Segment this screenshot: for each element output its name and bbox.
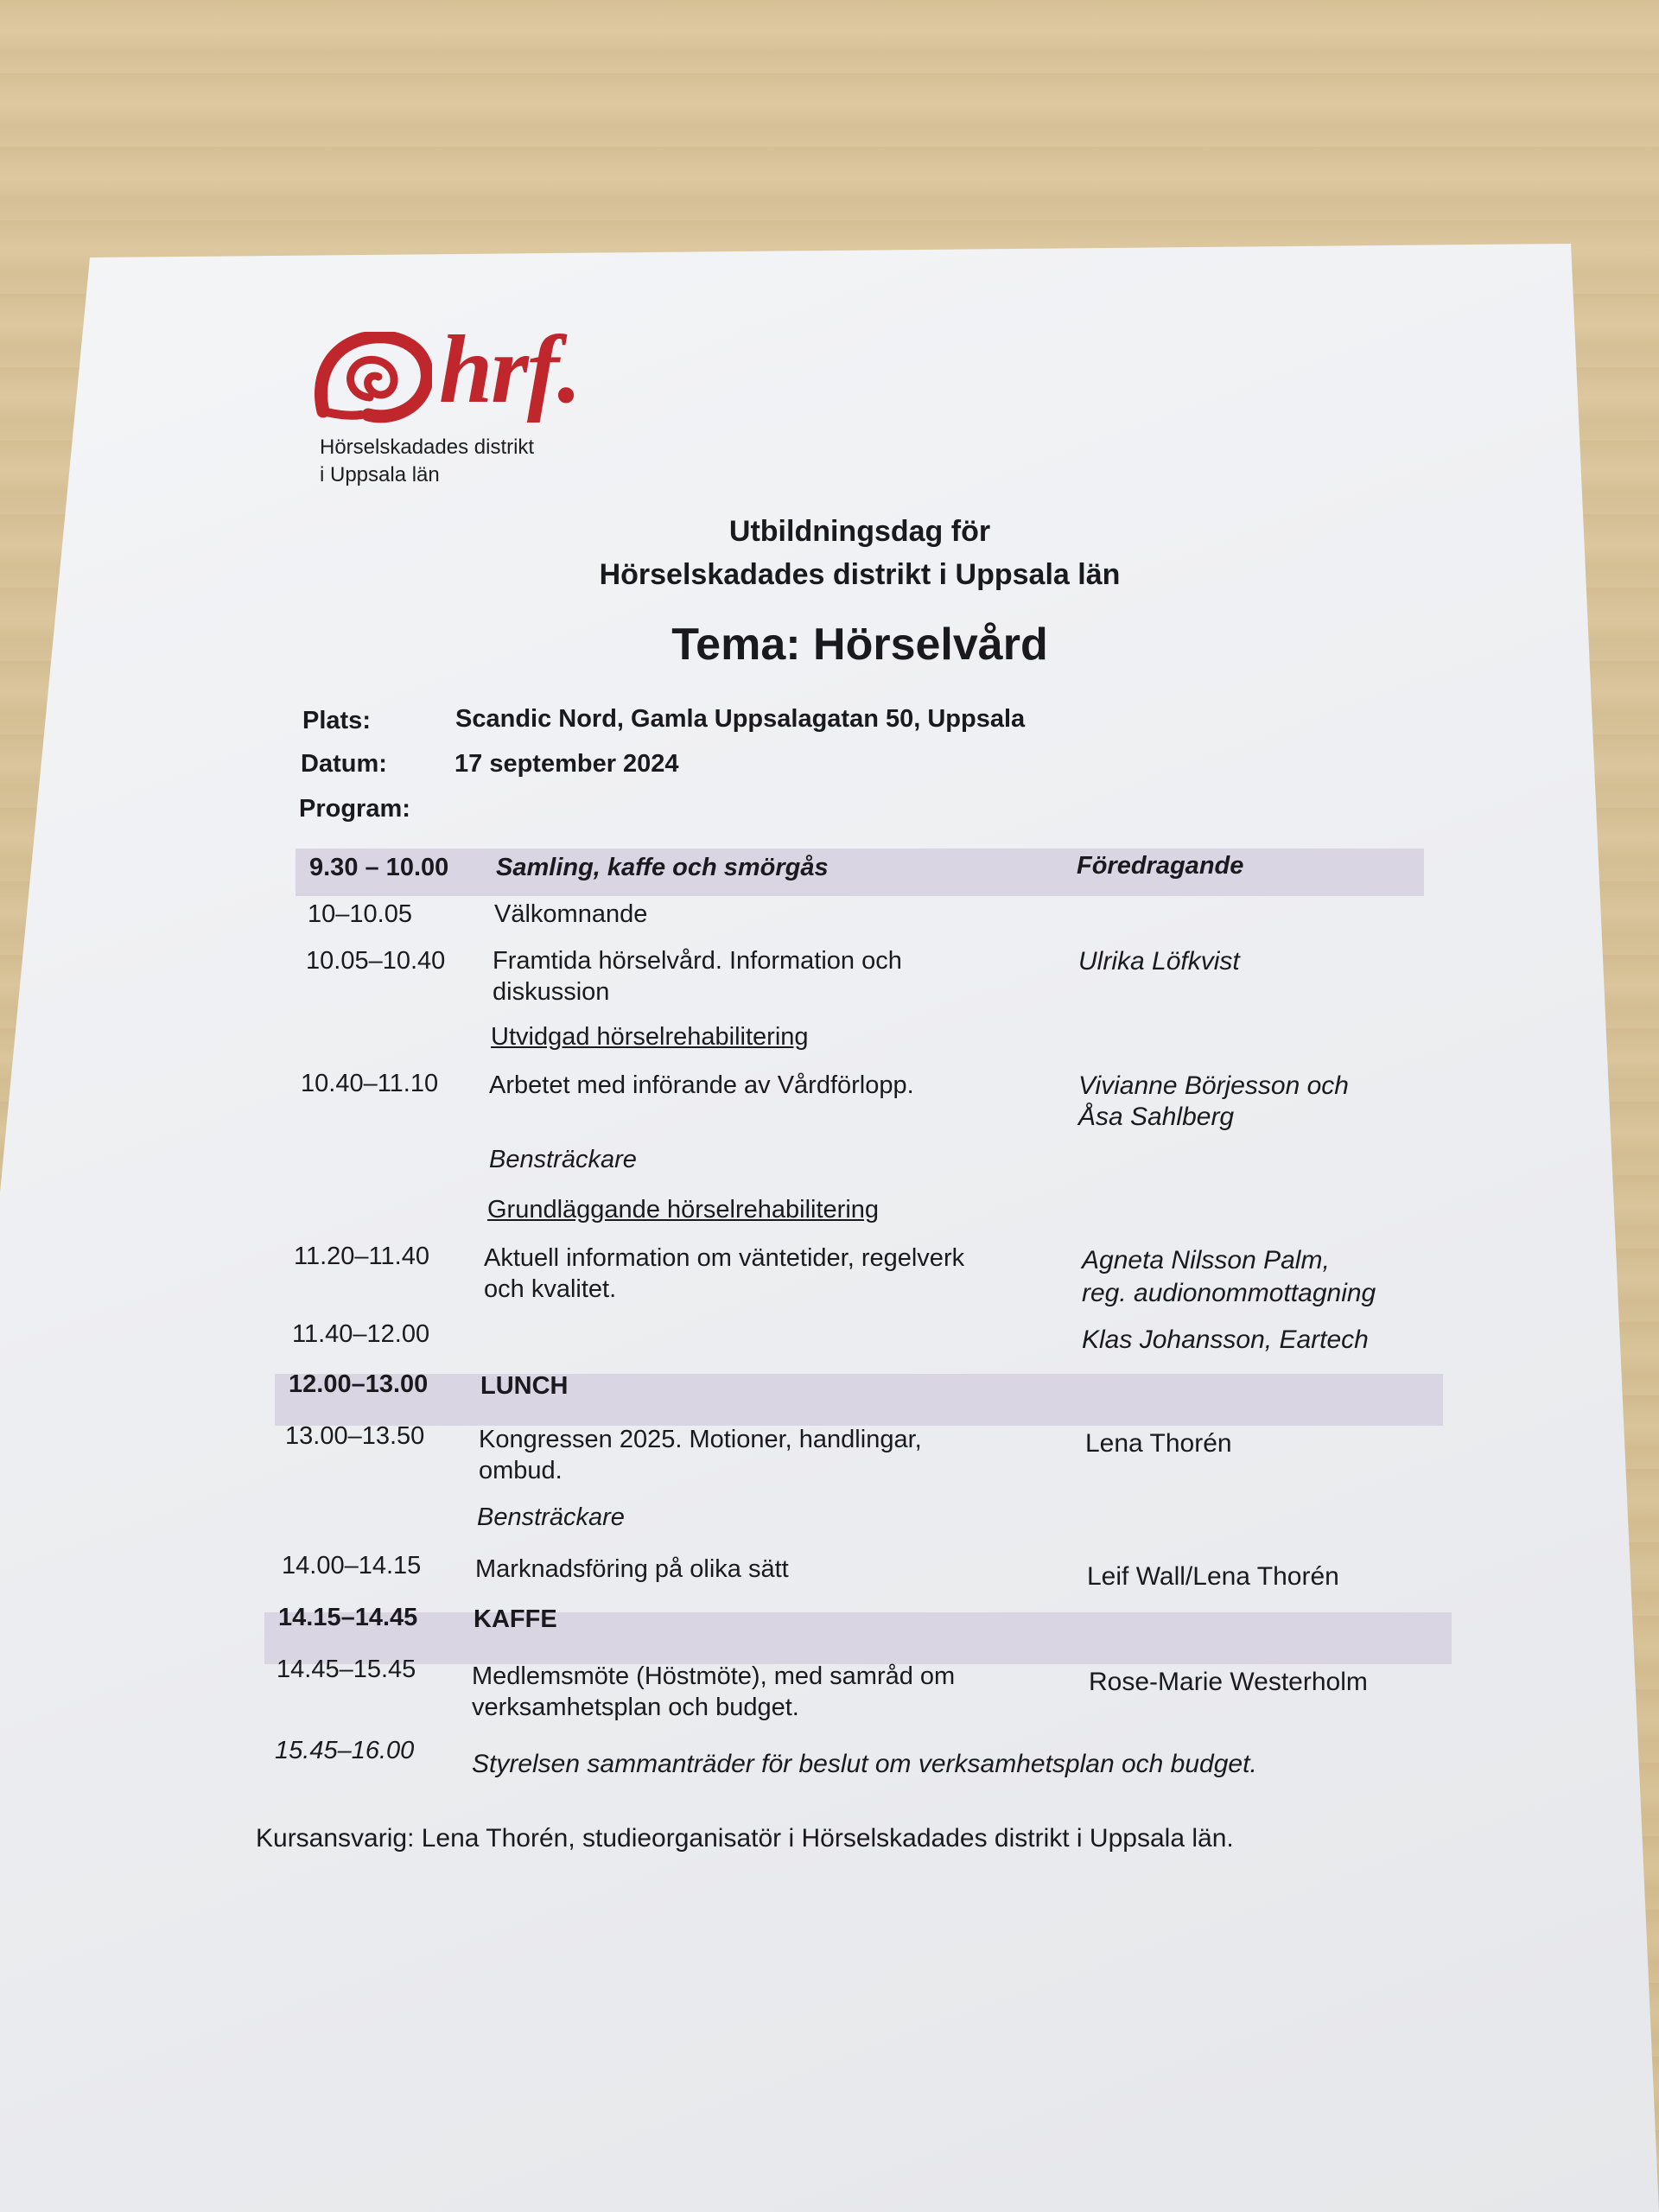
row5-activity-line2: och kvalitet.	[484, 1275, 617, 1303]
logo-subtitle-line1: Hörselskadades distrikt	[320, 435, 535, 459]
section-heading-grund: Grundläggande hörselrehabilitering	[487, 1196, 880, 1224]
stretch-break-1: Bensträckare	[489, 1146, 637, 1173]
row3-activity-line1: Framtida hörselvård. Information och	[493, 947, 902, 975]
row10-activity: Styrelsen sammanträder för beslut om verksamhetsplan och budget.	[472, 1750, 1257, 1778]
row3-activity-line2: diskussion	[493, 978, 610, 1006]
title-line-1: Utbildningsdag för	[728, 515, 991, 548]
theme-heading: Tema: Hörselvård	[671, 620, 1048, 670]
row8-speaker: Leif Wall/Lena Thorén	[1087, 1562, 1339, 1591]
hrf-ear-logo-icon	[315, 332, 432, 423]
lunch-band	[275, 1374, 1443, 1426]
program-label: Program:	[299, 795, 410, 823]
row5-time: 11.20–11.40	[294, 1243, 429, 1270]
row2-activity: Välkomnande	[494, 900, 648, 928]
row4-time: 10.40–11.10	[301, 1070, 439, 1097]
coffee-band	[264, 1612, 1452, 1664]
coffee-time: 14.15–14.45	[278, 1604, 418, 1631]
course-responsible: Kursansvarig: Lena Thorén, studieorganisatör i Hörselskadades distrikt i Uppsala län.	[256, 1824, 1234, 1853]
row5-activity-line1: Aktuell information om väntetider, regelverk	[484, 1244, 965, 1272]
program-header-band	[296, 849, 1424, 896]
row1-activity: Samling, kaffe och smörgås	[496, 854, 829, 881]
row5-speaker-line1: Agneta Nilsson Palm,	[1082, 1246, 1330, 1274]
document-title	[484, 510, 1236, 596]
row6-speaker: Klas Johansson, Eartech	[1082, 1325, 1369, 1354]
row4-activity: Arbetet med införande av Vårdförlopp.	[489, 1071, 914, 1099]
row7-activity-line1: Kongressen 2025. Motioner, handlingar,	[479, 1426, 922, 1453]
row6-time: 11.40–12.00	[292, 1320, 430, 1348]
row9-speaker: Rose-Marie Westerholm	[1089, 1668, 1368, 1696]
row10-time: 15.45–16.00	[275, 1737, 415, 1764]
place-label: Plats:	[302, 707, 371, 734]
row8-activity: Marknadsföring på olika sätt	[475, 1555, 789, 1583]
title-line-2: Hörselskadades distrikt i Uppsala län	[599, 558, 1121, 591]
stretch-break-2: Bensträckare	[477, 1503, 625, 1531]
row7-activity-line2: ombud.	[479, 1457, 563, 1484]
row2-time: 10–10.05	[308, 900, 412, 928]
row3-time: 10.05–10.40	[306, 947, 446, 975]
speaker-column-header: Föredragande	[1077, 852, 1244, 880]
row9-activity-line2: verksamhetsplan och budget.	[472, 1694, 799, 1721]
row4-speaker-line2: Åsa Sahlberg	[1078, 1103, 1235, 1131]
row7-time: 13.00–13.50	[285, 1422, 425, 1450]
section-heading-utvidgad: Utvidgad hörselrehabilitering	[491, 1023, 809, 1051]
hrf-logo-text: hrf.	[439, 316, 581, 423]
row3-speaker: Ulrika Löfkvist	[1078, 947, 1240, 976]
lunch-label: LUNCH	[480, 1372, 569, 1400]
coffee-label: KAFFE	[474, 1605, 557, 1633]
row9-activity-line1: Medlemsmöte (Höstmöte), med samråd om	[472, 1662, 956, 1690]
logo-subtitle-line2: i Uppsala län	[320, 463, 440, 486]
row7-speaker: Lena Thorén	[1085, 1429, 1232, 1458]
row9-time: 14.45–15.45	[276, 1656, 416, 1683]
date-value: 17 september 2024	[454, 750, 679, 778]
row4-speaker-line1: Vivianne Börjesson och	[1078, 1071, 1349, 1100]
row1-time: 9.30 – 10.00	[309, 854, 449, 881]
place-value: Scandic Nord, Gamla Uppsalagatan 50, Uppsala	[455, 705, 1026, 733]
row5-speaker-line2: reg. audionommottagning	[1082, 1279, 1376, 1307]
date-label: Datum:	[301, 750, 387, 778]
row8-time: 14.00–14.15	[282, 1552, 422, 1580]
lunch-time: 12.00–13.00	[289, 1370, 429, 1398]
